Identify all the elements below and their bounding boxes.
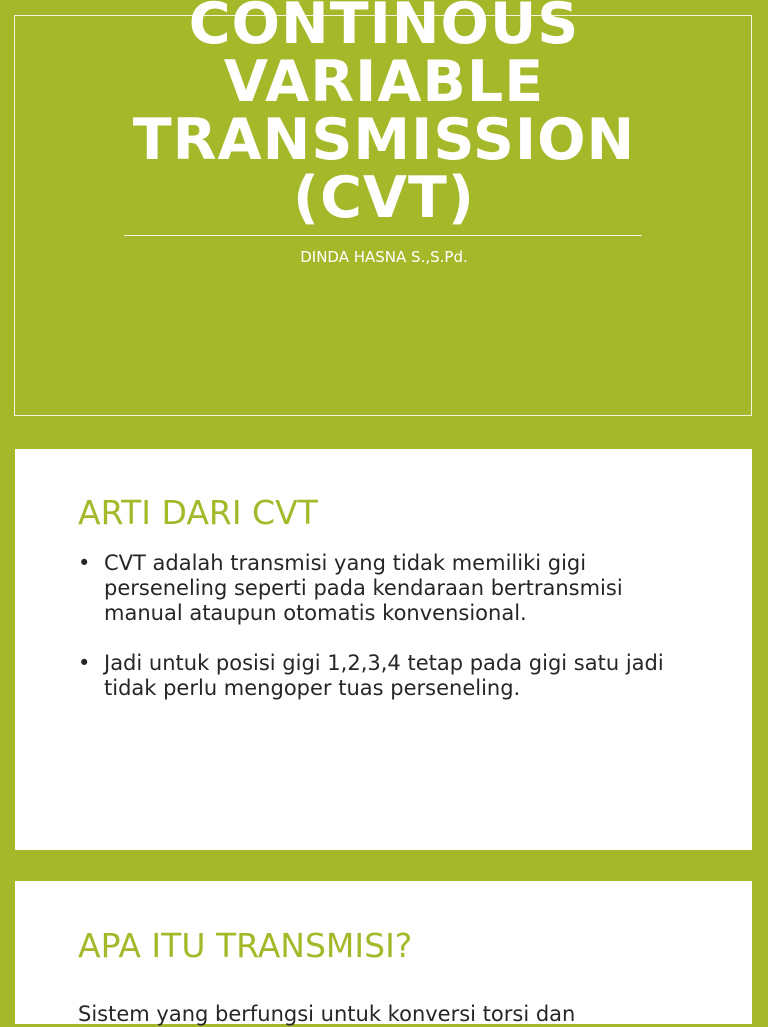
- slide-subtitle-author: DINDA HASNA S.,S.Pd.: [300, 248, 468, 266]
- bullet-icon: •: [78, 651, 91, 675]
- bullet-list: [78, 551, 698, 726]
- slide-title: CONTINOUS VARIABLE TRANSMISSION (CVT): [132, 0, 636, 231]
- bullet-item: [78, 551, 698, 626]
- slide-arti-dari-cvt: [15, 449, 752, 850]
- bullet-icon: •: [78, 551, 91, 575]
- slide-heading: ARTI DARI CVT: [78, 493, 318, 532]
- bullet-text: Jadi untuk posisi gigi 1,2,3,4 tetap pada gigi satu jadi tidak perlu mengoper tuas perseneling.: [104, 651, 664, 700]
- bullet-item: [78, 651, 698, 701]
- title-divider: [124, 235, 642, 236]
- slide-heading: APA ITU TRANSMISI?: [78, 926, 413, 965]
- slide-apa-itu-transmisi: [15, 881, 752, 1024]
- title-slide: [0, 0, 768, 432]
- bullet-text: CVT adalah transmisi yang tidak memiliki gigi perseneling seperti pada kendaraan bertransmisi manual ataupun otomatis konvensional.: [104, 551, 623, 625]
- body-text: Sistem yang berfungsi untuk konversi torsi dan: [78, 1002, 576, 1026]
